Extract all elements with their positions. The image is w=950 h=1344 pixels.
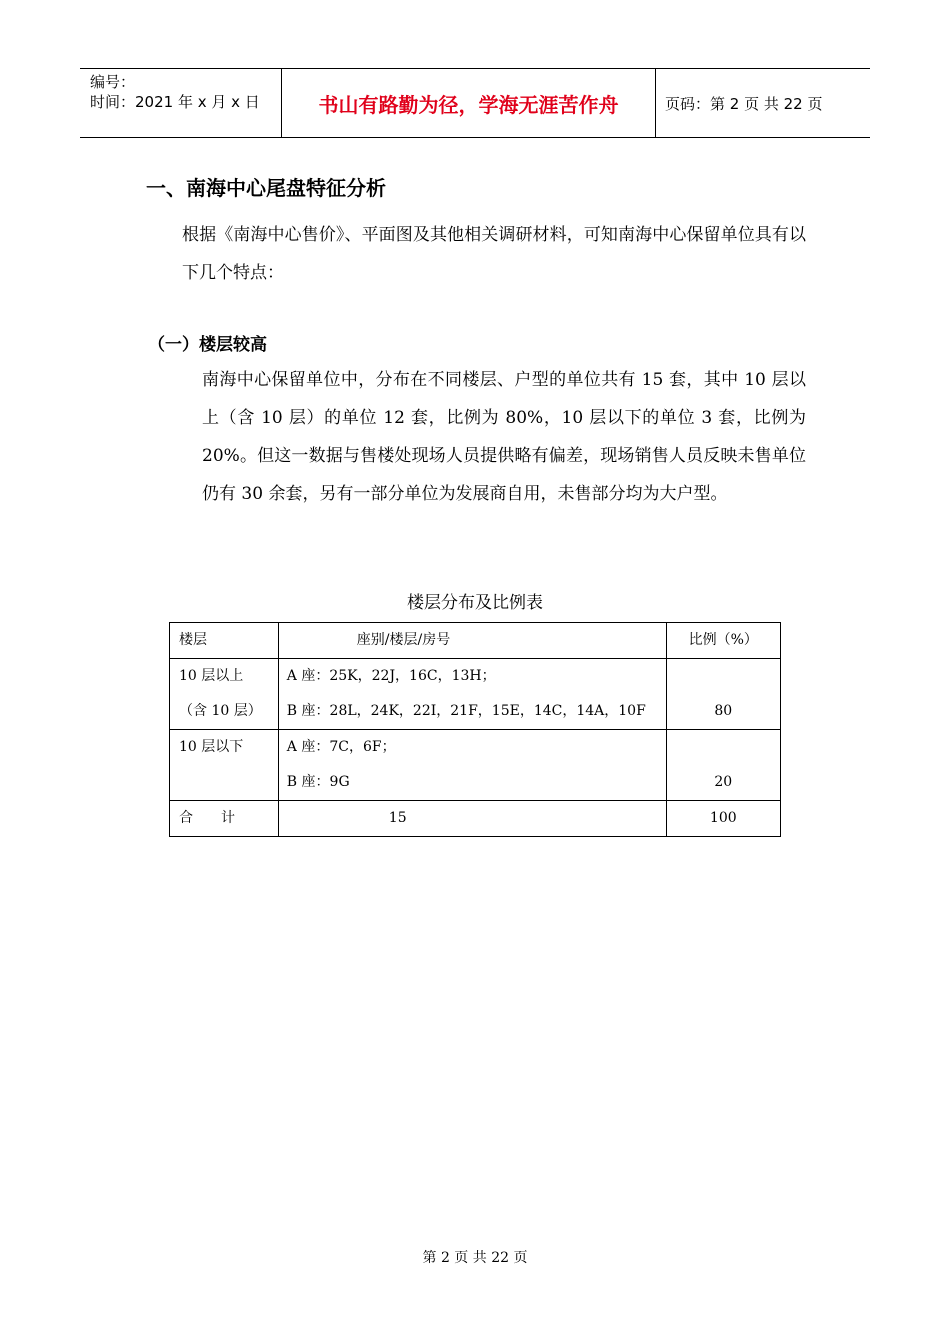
floor-cell-line: 10 层以下	[179, 739, 244, 755]
table-caption: 楼层分布及比例表	[407, 593, 543, 613]
page-header	[80, 68, 870, 138]
header-ratio: 比例（%）	[688, 632, 758, 648]
table-row	[170, 730, 781, 801]
header-meta	[80, 69, 281, 137]
section-title: 一、南海中心尾盘特征分析	[146, 176, 386, 200]
table-header-row	[170, 623, 781, 659]
units-cell-line: A 座：7C，6F；	[286, 739, 396, 755]
units-cell-line: B 座：9G	[286, 774, 350, 790]
header-units: 座别/楼层/房号	[356, 632, 451, 648]
page-footer: 第 2 页 共 22 页	[422, 1250, 528, 1266]
header-page-number: 页码：第 2 页 共 22 页	[665, 94, 823, 113]
table-row	[170, 659, 781, 730]
floor-cell-line: 10 层以上	[179, 668, 244, 684]
header-motto: 书山有路勤为径，学海无涯苦作舟	[281, 69, 656, 137]
units-cell-line: A 座：25K，22J，16C，13H；	[286, 668, 496, 684]
number-label: 编号：	[90, 73, 136, 91]
units-cell-line: B 座：28L，24K，22I，21F，15E，14C，14A，10F	[286, 703, 646, 719]
total-label: 合 计	[179, 810, 235, 826]
date-text: 时间：2021 年 x 月 x 日	[90, 93, 260, 111]
ratio-cell: 20	[714, 774, 733, 790]
subsection-title: （一）楼层较高	[148, 335, 267, 355]
ratio-cell: 80	[714, 703, 733, 719]
body-paragraph: 南海中心保留单位中，分布在不同楼层、户型的单位共有 15 套，其中 10 层以上（含 10 层）的单位 12 套，比例为 80%，10 层以下的单位 3 套，比例为 20%。但这一数据与售楼处现场人员提供略有偏差，现场销售人员反映未售单位仍有 30 余套，另有一部分单位为发展商自用，未售部分均为大户型。	[202, 370, 806, 504]
total-count: 15	[388, 810, 407, 826]
header-floor: 楼层	[179, 632, 207, 648]
floor-cell-line	[170, 765, 278, 800]
floor-cell-line: （含 10 层）	[179, 703, 262, 719]
table-total-row	[170, 801, 781, 837]
total-ratio: 100	[709, 810, 737, 826]
floor-distribution-table	[169, 622, 781, 837]
intro-paragraph: 根据《南海中心售价》、平面图及其他相关调研材料，可知南海中心保留单位具有以下几个特点：	[182, 225, 806, 283]
